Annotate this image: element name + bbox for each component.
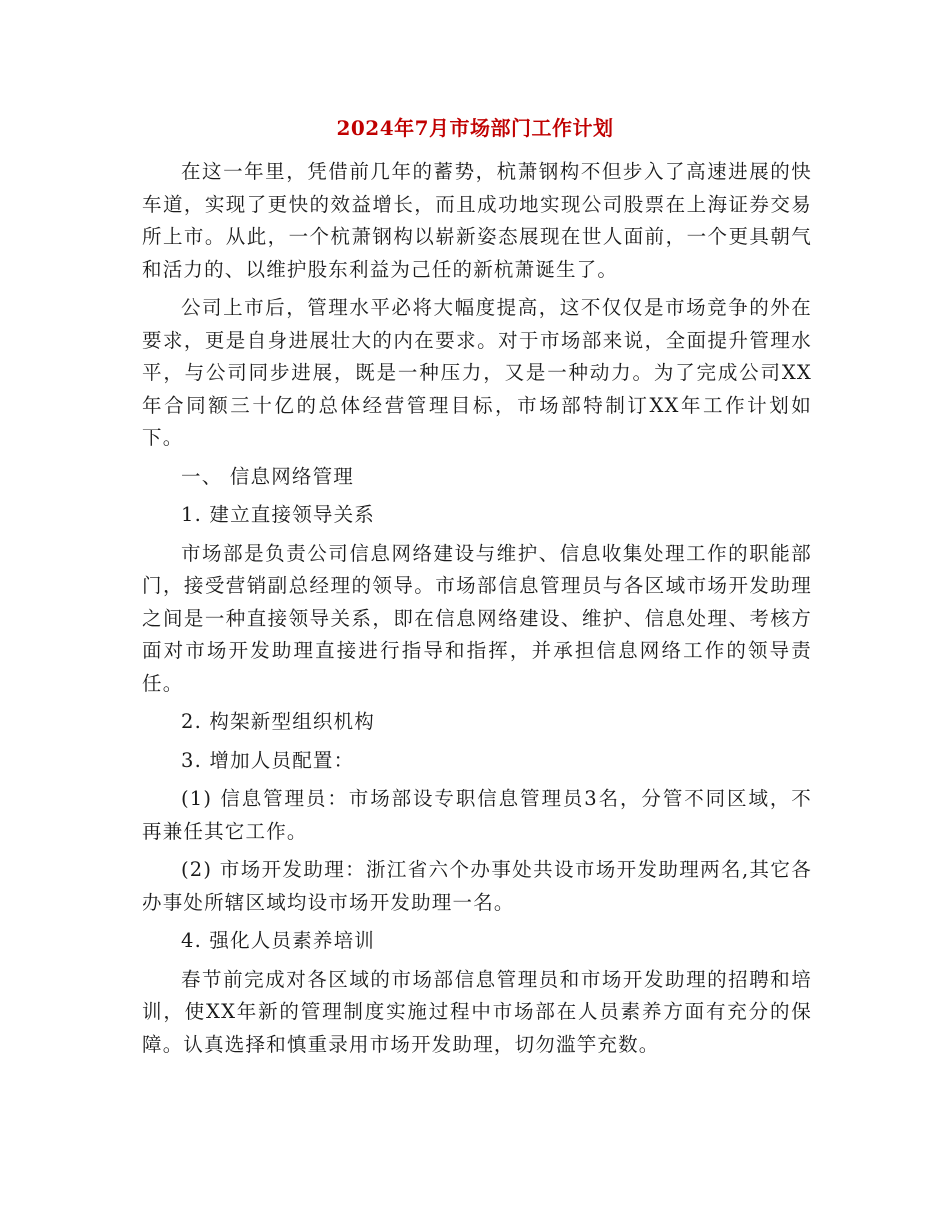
paragraph-training: 春节前完成对各区域的市场部信息管理员和市场开发助理的招聘和培训，使XX年新的管理制度实施过程中市场部在人员素养方面有充分的保障。认真选择和慎重录用市场开发助理，切勿滥竽充数。 xyxy=(142,967,812,1056)
heading-item-2: 2. 构架新型组织机构 xyxy=(181,710,376,733)
document-body xyxy=(142,156,812,1067)
heading-item-3: 3. 增加人员配置： xyxy=(181,748,355,772)
paragraph-leadership: 市场部是负责公司信息网络建设与维护、信息收集处理工作的职能部门，接受营销副总经理的领导。市场部信息管理员与各区域市场开发助理之间是一种直接领导关系，即在信息网络建设、维护、信息处理、考核方面对市场开发助理直接进行指导和指挥，并承担信息网络工作的领导责任。 xyxy=(142,541,812,695)
heading-item-4: 4. 强化人员素养培训 xyxy=(181,929,376,952)
paragraph-goal: 公司上市后，管理水平必将大幅度提高，这不仅仅是市场竞争的外在要求，更是自身进展壮大的内在要求。对于市场部来说，全面提升管理水平，与公司同步进展，既是一种压力，又是一种动力。为了完成公司XX年合同额三十亿的总体经营管理目标，市场部特制订XX年工作计划如下。 xyxy=(142,296,812,449)
document-title: 2024年7月市场部门工作计划 xyxy=(336,116,614,140)
paragraph-intro: 在这一年里，凭借前几年的蓄势，杭萧钢构不但步入了高速进展的快车道，实现了更快的效益增长，而且成功地实现公司股票在上海证券交易所上市。从此，一个杭萧钢构以崭新姿态展现在世人面前，一个更具朝气和活力的、以维护股东利益为己任的新杭萧诞生了。 xyxy=(142,160,812,281)
paragraph-staff-1: (1) 信息管理员：市场部设专职信息管理员3名，分管不同区域，不再兼任其它工作。 xyxy=(142,787,812,843)
paragraph-staff-2: (2) 市场开发助理：浙江省六个办事处共设市场开发助理两名,其它各办事处所辖区域均设市场开发助理一名。 xyxy=(142,858,812,914)
heading-item-1: 1. 建立直接领导关系 xyxy=(181,503,376,526)
heading-section-1: 一、 信息网络管理 xyxy=(181,464,354,488)
